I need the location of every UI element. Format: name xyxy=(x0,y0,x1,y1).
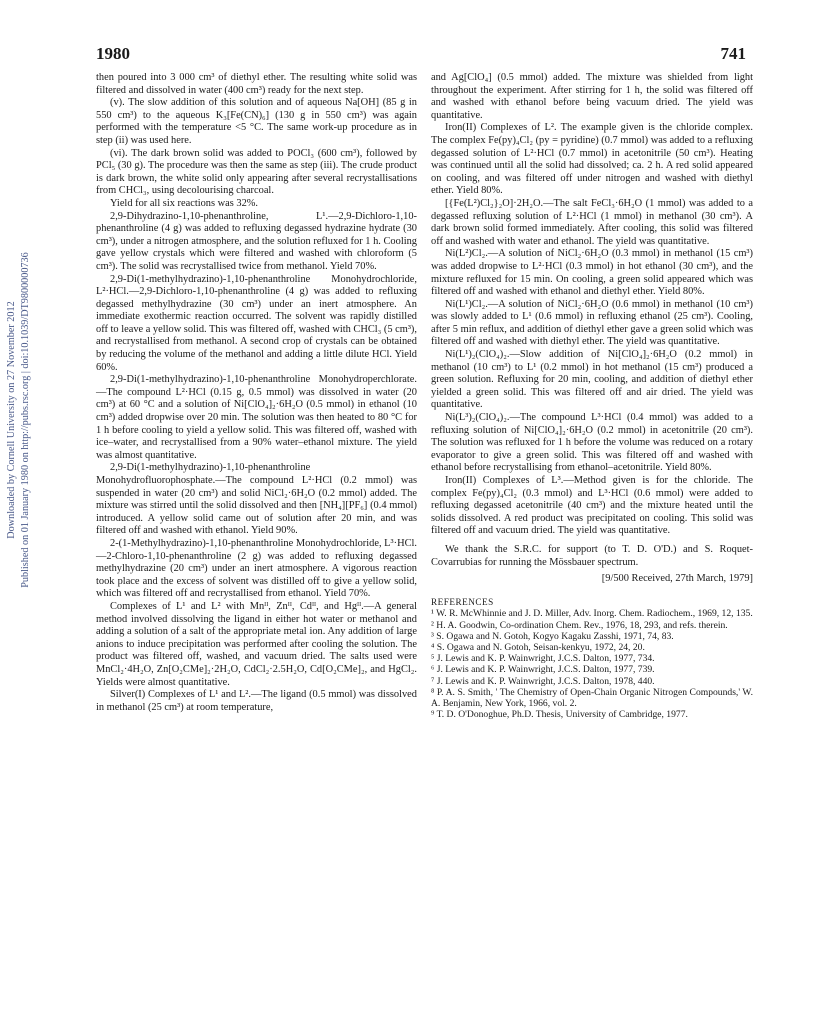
download-notice: Downloaded by Cornell University on 27 November 2012 xyxy=(6,301,17,539)
acknowledgement: We thank the S.R.C. for support (to T. D. O'D.) and S. Roquet-Covarrubias for running the Mössbauer spectrum. xyxy=(431,543,753,568)
journal-year: 1980 xyxy=(96,44,130,63)
paragraph: 2,9-Di(1-methylhydrazino)-1,10-phenanthroline Monohydrofluorophosphate.—The compound L²·HCl (0.2 mmol) was suspended in water (20 cm³) and solid NiCl₂·6H₂O (0.2 mmol) added. The mixture was stirred until the solid dissolved and then [NH₄][PF₆] (0.4 mmol) introduced. A yellow solid came out of solution after 20 min, and was filtered off and washed with ethanol. Yield 90%. xyxy=(96,462,417,537)
download-watermark xyxy=(6,150,34,690)
reference-item: ⁵ J. Lewis and K. P. Wainwright, J.C.S. Dalton, 1977, 734. xyxy=(431,653,655,665)
paragraph: Iron(II) Complexes of L³.—Method given is for the chloride. The complex Fe(py)₄Cl₂ (0.3 mmol) and L³·HCl (0.6 mmol) were added to refluxing degassed acetonitrile (40 cm³) and the mixture heated until the solids dissolved. A red product was precipitated on cooling. This solid was filtered off and vacuum dried. The yield was quantitative. xyxy=(431,475,753,537)
paragraph: (v). The slow addition of this solution and of aqueous Na[OH] (85 g in 550 cm³) to the aqueous K₃[Fe(CN)₆] (130 g in 550 cm³) was again performed with the temperature <5 °C. The same work-up procedure as in step (ii) was used here. xyxy=(96,97,417,146)
paragraph: Ni(L¹)₂(ClO₄)₂.—Slow addition of Ni[ClO₄]₂·6H₂O (0.2 mmol) in methanol (10 cm³) to L¹ (0.2 mmol) in hot methanol (15 cm³) produced a green solution. Refluxing for 20 min, cooling, and addition of diethyl ether yielded a green solid. This was filtered off and air dried. The yield was quantitative. xyxy=(431,349,753,411)
paragraph: 2,9-Di(1-methylhydrazino)-1,10-phenanthroline Monohydroperchlorate.—The compound L²·HCl (0.15 g, 0.5 mmol) was dissolved in water (20 cm³) at 60 °C and a solution of Ni[ClO₄]₂·6H₂O (0.5 mmol) in ethanol (10 cm³) added dropwise over 20 min. The solution was then heated to 80 °C for 1 h before cooling to yield a yellow solid. This was filtered off, washed with ice–water, and recrystallised from a 90% water–ethanol mixture. The yield was almost quantitative. xyxy=(96,374,417,461)
reference-item: ³ S. Ogawa and N. Gotoh, Kogyo Kagaku Zasshi, 1971, 74, 83. xyxy=(431,630,674,642)
paragraph: Silver(I) Complexes of L¹ and L².—The ligand (0.5 mmol) was dissolved in methanol (25 cm³) at room temperature, xyxy=(96,689,417,713)
paragraph: 2,9-Di(1-methylhydrazino)-1,10-phenanthroline Monohydrochloride, L²·HCl.—2,9-Dichloro-1,10-phenanthroline (4 g) was added to refluxing degassed methylhydrazine (30 cm³) under an inert atmosphere. An immediate exothermic reaction occurred. The solvent was rapidly distilled off to leave a yellow solid. This was filtered off, washed with CHCl₃ (5 cm³), and recrystallised from methanol. A second crop of crystals can be obtained by reducing the volume of the methanol and adding a little dilute HCl. Yield 60%. xyxy=(96,273,417,373)
paragraph: then poured into 3 000 cm³ of diethyl ether. The resulting white solid was filtered and dissolved in water (400 cm³) ready for the next step. xyxy=(96,72,417,96)
reference-item: ⁷ J. Lewis and K. P. Wainwright, J.C.S. Dalton, 1978, 440. xyxy=(431,675,655,687)
paragraph: Ni(L³)₂(ClO₄)₂.—The compound L³·HCl (0.4 mmol) was added to a refluxing solution of Ni[ClO₄]₂·6H₂O (0.2 mmol) in acetonitrile (20 cm³). The solution was refluxed for 1 h before the volume was reduced on a rotary evaporator to give a green solid. This was filtered off and washed with ethanol before recrystallising from ethanol–acetonitrile. Yield 80%. xyxy=(431,412,753,474)
page-header xyxy=(96,44,746,68)
reference-item: ⁴ S. Ogawa and N. Gotoh, Seisan-kenkyu, 1972, 24, 20. xyxy=(431,641,645,653)
received-date: [9/500 Received, 27th March, 1979] xyxy=(601,573,753,585)
paragraph: 2-(1-Methylhydrazino)-1,10-phenanthroline Monohydrochloride, L³·HCl.—2-Chloro-1,10-phenanthroline (2 g) was added to refluxing degassed methylhydrazine (20 cm³) under an inert atmosphere. A vigorous reaction took place and the excess of solvent was distilled off to give a yellow solid, which was filtered off and recrystallised from ethanol. Yield 70%. xyxy=(96,537,417,600)
paragraph: Ni(L²)Cl₂.—A solution of NiCl₂·6H₂O (0.3 mmol) in methanol (15 cm³) was added dropwise to L²·HCl (0.3 mmol) in hot ethanol (30 cm³), and the mixture refluxed for 15 min. On cooling, a green solid appeared which was filtered off and washed with ethanol and diethyl ether. Yield 80%. xyxy=(431,248,753,298)
paragraph: Complexes of L¹ and L² with Mnᴵᴵ, Znᴵᴵ, Cdᴵᴵ, and Hgᴵᴵ.—A general method involved dissolving the ligand in either hot water or methanol and adding a solution of a salt of the appropriate metal ion. Any addition of large anions to induce precipitation was performed after cooling the solution. The product was filtered off, washed, and vacuum dried. The salts used were MnCl₂·4H₂O, Zn[O₂CMe]₂·2H₂O, CdCl₂·2.5H₂O, Cd[O₂CMe]₂, and HgCl₂. Yields were almost quantitative. xyxy=(96,600,417,688)
publication-notice: Published on 01 January 1980 on http://pubs.rsc.org | doi:10.1039/DT9800000736 xyxy=(20,252,31,588)
paragraph: Iron(II) Complexes of L². The example given is the chloride complex. The complex Fe(py)₄Cl₂ (py = pyridine) (0.7 mmol) was added to a refluxing degassed solution of L²·HCl (0.7 mmol) in acetonitrile (50 cm³). Heating was continued until all the solid had dissolved; ca. 2 h. A red solid appeared on cooling, and was filtered off under nitrogen and washed with diethyl ether. Yield 80%. xyxy=(431,122,753,197)
paragraph: 2,9-Dihydrazino-1,10-phenanthroline, L¹.—2,9-Dichloro-1,10-phenanthroline (4 g) was added to refluxing degassed hydrazine hydrate (30 cm³), under a nitrogen atmosphere, and the solution refluxed for 1 h. Cooling gave yellow crystals which were filtered and washed with chloroform (5 cm³). The solid was recrystallised twice from methanol. Yield 70%. xyxy=(96,210,417,272)
reference-item: ² H. A. Goodwin, Co-ordination Chem. Rev., 1976, 18, 293, and refs. therein. xyxy=(431,619,728,631)
paragraph: Yield for all six reactions was 32%. xyxy=(110,197,259,209)
reference-item: ⁶ J. Lewis and K. P. Wainwright, J.C.S. Dalton, 1977, 739. xyxy=(431,664,655,676)
page-number: 741 xyxy=(720,44,746,63)
paragraph: and Ag[ClO₄] (0.5 mmol) added. The mixture was shielded from light throughout the experiment. After stirring for 1 h, the solid was filtered off and washed with ethanol before being vacuum dried. The yield was quantitative. xyxy=(431,72,753,121)
right-column xyxy=(431,72,753,720)
reference-item: ⁹ T. D. O'Donoghue, Ph.D. Thesis, University of Cambridge, 1977. xyxy=(431,709,688,721)
reference-item: ¹ W. R. McWhinnie and J. D. Miller, Adv. Inorg. Chem. Radiochem., 1969, 12, 135. xyxy=(431,608,753,620)
paragraph: Ni(L¹)Cl₂.—A solution of NiCl₂·6H₂O (0.6 mmol) in methanol (10 cm³) was slowly added to L¹ (0.6 mmol) in refluxing ethanol (25 cm³). Cooling, after 5 min reflux, and addition of diethyl ether gave a green solid which was filtered off and washed with diethyl ether. The yield was quantitative. xyxy=(431,298,753,348)
paragraph: (vi). The dark brown solid was added to POCl₃ (600 cm³), followed by PCl₅ (30 g). The procedure was then the same as step (iii). The crude product is dark brown, the white solid only appearing after several recrystallisations from CHCl₃, using decolourising charcoal. xyxy=(96,147,417,197)
reference-item: ⁸ P. A. S. Smith, ' The Chemistry of Open-Chain Organic Nitrogen Compounds,' W. A. Benjamin, New York, 1966, vol. 2. xyxy=(431,686,753,709)
left-column xyxy=(96,72,417,714)
references-heading: REFERENCES xyxy=(431,596,494,607)
paragraph: [{Fe(L²)Cl₂}₂O]·2H₂O.—The salt FeCl₃·6H₂O (1 mmol) was added to a degassed refluxing solution of L²·HCl (1 mmol) in methanol (30 cm³). A dark brown solid formed immediately. After cooling, this solid was filtered off and washed with water and ethanol. The yield was quantitative. xyxy=(431,197,753,247)
